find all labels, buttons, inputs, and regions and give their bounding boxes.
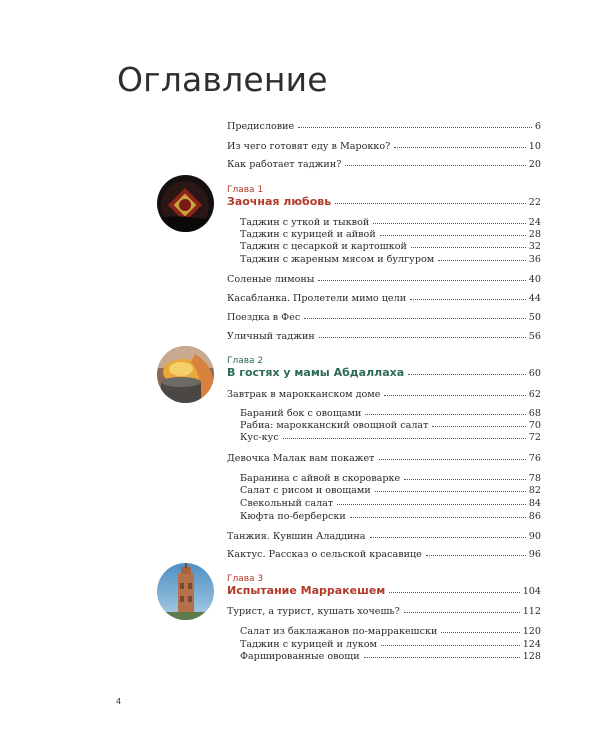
- page-title: Оглавление: [117, 60, 328, 99]
- chapter-2-label: Глава 2: [227, 356, 264, 366]
- toc-entry-title: Рабиа: марокканский овощной салат: [240, 420, 429, 431]
- toc-entry-title: Кактус. Рассказ о сельской красавице: [227, 549, 422, 560]
- toc-entry-page: 112: [522, 606, 541, 617]
- toc-entry-page: 40: [528, 274, 541, 285]
- leader-dots: [426, 555, 526, 556]
- toc-entry[interactable]: [227, 453, 541, 465]
- leader-dots: [379, 459, 526, 460]
- leader-dots: [408, 374, 526, 375]
- toc-entry-title: Салат с рисом и овощами: [240, 485, 371, 496]
- leader-dots: [364, 657, 520, 658]
- toc-entry-page: 78: [528, 473, 541, 484]
- chapter-3-heading[interactable]: [227, 585, 541, 598]
- minaret-photo-icon: [157, 563, 214, 620]
- toc-entry-page: 104: [522, 586, 541, 597]
- toc-entry-page: 60: [528, 368, 541, 379]
- toc-entry[interactable]: [240, 626, 541, 638]
- chapter-1-heading[interactable]: [227, 196, 541, 209]
- toc-entry[interactable]: [240, 408, 541, 420]
- toc-entry-page: 20: [528, 159, 541, 170]
- toc-entry-title: Бараний бок с овощами: [240, 408, 362, 419]
- toc-entry-title: Таджин с жареным мясом и булгуром: [240, 254, 435, 265]
- leader-dots: [389, 592, 519, 593]
- toc-entry-page: 28: [528, 229, 541, 240]
- toc-entry-page: 90: [528, 531, 541, 542]
- leader-dots: [370, 537, 526, 538]
- leader-dots: [380, 235, 526, 236]
- leader-dots: [283, 438, 526, 439]
- toc-entry[interactable]: [240, 432, 541, 444]
- chapter-3-label: Глава 3: [227, 574, 264, 584]
- toc-entry-page: 70: [528, 420, 541, 431]
- toc-entry-title: Фаршированные овощи: [240, 651, 360, 662]
- leader-dots: [375, 491, 526, 492]
- toc-entry-page: 124: [522, 639, 541, 650]
- toc-entry[interactable]: [227, 159, 541, 171]
- toc-entry-page: 76: [528, 453, 541, 464]
- toc-entry-title: Предисловие: [227, 121, 295, 132]
- toc-entry[interactable]: [240, 473, 541, 485]
- toc-entry-title: Таджин с курицей и луком: [240, 639, 377, 650]
- toc-entry-title: Баранина с айвой в скороварке: [240, 473, 401, 484]
- toc-entry-title: Свекольный салат: [240, 498, 334, 509]
- chapter-1-label: Глава 1: [227, 185, 264, 195]
- toc-entry-page: 10: [528, 141, 541, 152]
- toc-entry[interactable]: [240, 498, 541, 510]
- leader-dots: [319, 337, 526, 338]
- toc-entry-page: 86: [528, 511, 541, 522]
- toc-entry-page: 120: [522, 626, 541, 637]
- toc-entry-page: 68: [528, 408, 541, 419]
- toc-entry-page: 6: [534, 121, 541, 132]
- leader-dots: [304, 318, 526, 319]
- toc-entry-page: 32: [528, 241, 541, 252]
- cooking-pot-photo-icon: [157, 346, 214, 403]
- chapter-3-photo: [157, 563, 214, 620]
- toc-entry-page: 82: [528, 485, 541, 496]
- toc-entry[interactable]: [227, 549, 541, 561]
- toc-entry[interactable]: [227, 331, 541, 343]
- toc-entry-page: 62: [528, 389, 541, 400]
- toc-entry-title: Турист, а турист, кушать хочешь?: [227, 606, 400, 617]
- toc-entry-title: Кус-кус: [240, 432, 279, 443]
- leader-dots: [298, 127, 532, 128]
- leader-dots: [373, 223, 526, 224]
- toc-entry-page: 84: [528, 498, 541, 509]
- leader-dots: [345, 165, 525, 166]
- toc-entry[interactable]: [227, 121, 541, 133]
- page-number: 4: [116, 697, 122, 706]
- toc-entry-title: Завтрак в марокканском доме: [227, 389, 381, 400]
- leader-dots: [411, 247, 526, 248]
- leader-dots: [337, 504, 526, 505]
- toc-entry-page: 22: [528, 197, 541, 208]
- leader-dots: [335, 203, 526, 204]
- toc-entry[interactable]: [240, 254, 541, 266]
- chapter-2-title: В гостях у мамы Абдаллаха: [227, 366, 405, 379]
- toc-entry[interactable]: [240, 217, 541, 229]
- leader-dots: [381, 645, 520, 646]
- toc-entry[interactable]: [227, 531, 541, 543]
- toc-entry-title: Салат из баклажанов по-марракешски: [240, 626, 438, 637]
- toc-entry[interactable]: [227, 389, 541, 401]
- toc-entry-title: Уличный таджин: [227, 331, 315, 342]
- chapter-2-photo: [157, 346, 214, 403]
- toc-entry[interactable]: [240, 420, 541, 432]
- chapter-3-title: Испытание Марракешем: [227, 584, 386, 597]
- toc-entry[interactable]: [240, 241, 541, 253]
- toc-entry-title: Таджин с цесаркой и картошкой: [240, 241, 407, 252]
- toc-entry-title: Таджин с уткой и тыквой: [240, 217, 370, 228]
- toc-entry[interactable]: [227, 312, 541, 324]
- leader-dots: [350, 517, 526, 518]
- toc-entry-title: Соленые лимоны: [227, 274, 315, 285]
- chapter-2-heading[interactable]: [227, 367, 541, 380]
- leader-dots: [394, 147, 525, 148]
- toc-entry[interactable]: [227, 606, 541, 618]
- tajine-pot-photo-icon: [157, 175, 214, 232]
- toc-entry-page: 50: [528, 312, 541, 323]
- leader-dots: [404, 612, 520, 613]
- toc-entry-title: Как работает таджин?: [227, 159, 342, 170]
- chapter-1-photo: [157, 175, 214, 232]
- toc-entry-page: 44: [528, 293, 541, 304]
- leader-dots: [404, 479, 526, 480]
- toc-entry[interactable]: [240, 651, 541, 663]
- toc-entry-title: Касабланка. Пролетели мимо цели: [227, 293, 407, 304]
- toc-entry-title: Таджин с курицей и айвой: [240, 229, 376, 240]
- leader-dots: [432, 426, 525, 427]
- leader-dots: [410, 299, 526, 300]
- toc-entry-title: Поездка в Фес: [227, 312, 301, 323]
- leader-dots: [384, 395, 525, 396]
- leader-dots: [365, 414, 525, 415]
- chapter-1-title: Заочная любовь: [227, 195, 332, 208]
- toc-entry[interactable]: [240, 639, 541, 651]
- toc-entry[interactable]: [227, 141, 541, 153]
- toc-entry-page: 72: [528, 432, 541, 443]
- toc-entry[interactable]: [240, 511, 541, 523]
- leader-dots: [438, 260, 526, 261]
- toc-entry-title: Девочка Малак вам покажет: [227, 453, 375, 464]
- toc-entry-page: 96: [528, 549, 541, 560]
- toc-entry-page: 24: [528, 217, 541, 228]
- leader-dots: [318, 280, 525, 281]
- toc-entry-page: 128: [522, 651, 541, 662]
- toc-entry[interactable]: [240, 485, 541, 497]
- toc-entry-title: Из чего готовят еду в Марокко?: [227, 141, 391, 152]
- toc-entry-page: 56: [528, 331, 541, 342]
- toc-entry[interactable]: [227, 293, 541, 305]
- toc-entry-page: 36: [528, 254, 541, 265]
- leader-dots: [441, 632, 519, 633]
- toc-entry-title: Кюфта по-берберски: [240, 511, 346, 522]
- toc-entry[interactable]: [227, 274, 541, 286]
- toc-entry[interactable]: [240, 229, 541, 241]
- toc-entry-title: Танжия. Кувшин Аладдина: [227, 531, 366, 542]
